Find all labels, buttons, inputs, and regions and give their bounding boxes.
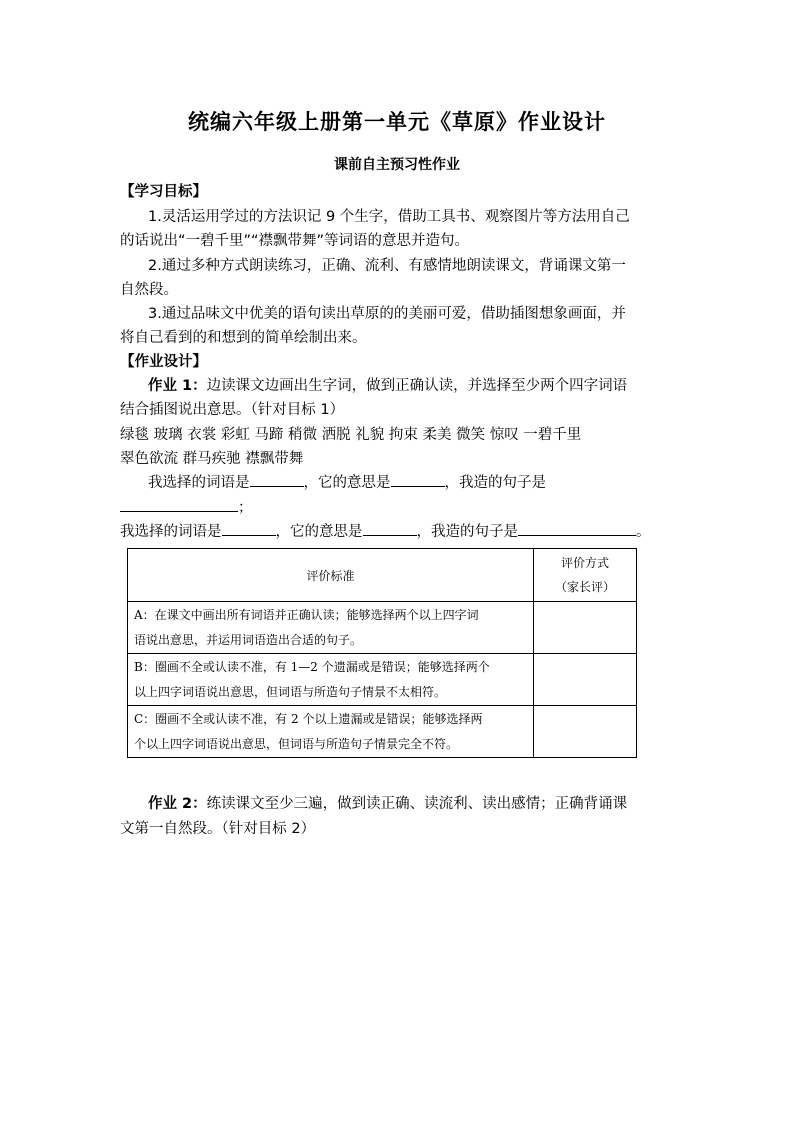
goal-1-line-1: 1.灵活运用学过的方法识记 9 个生字，借助工具书、观察图片等方法用自己: [148, 209, 630, 225]
criteria-c: [128, 706, 534, 758]
homework-1-label: 作业 1：: [148, 378, 207, 394]
table-row: [128, 602, 637, 654]
homework-2-line-1: [148, 792, 708, 813]
homework-2-line-2: 文第一自然段。（针对目标 2）: [120, 821, 316, 837]
goal-3-line-1: 3.通过品味文中优美的语句读出草原的的美丽可爱，借助插图想象画面，并: [148, 306, 626, 322]
design-heading: 【作业设计】: [120, 354, 207, 370]
criteria-a-line-2: 语说出意思，并运用词语造出合适的句子。: [134, 632, 363, 647]
fill-1-word-blank[interactable]: [250, 472, 304, 487]
criteria-a-line-1: A：在课文中画出所有词语并正确认读；能够选择两个以上四字词: [134, 607, 479, 622]
criteria-a: [128, 602, 534, 654]
header-method: [534, 549, 637, 602]
word-list-line-1: 绿毯 玻璃 衣裳 彩虹 马蹄 稍微 洒脱 礼貌 拘束 柔美 微笑 惊叹 一碧千里: [120, 427, 582, 443]
fill-1-sentence-blank[interactable]: [120, 497, 238, 512]
criteria-c-line-2: 个以上四字词语说出意思，但词语与所造句子情景完全不符。: [134, 736, 459, 751]
fill-2-sentence-blank[interactable]: [518, 521, 636, 536]
header-method-line-1: 评价方式: [560, 556, 609, 570]
homework-2-text-1: 练读课文至少三遍，做到读正确、读流利、读出感情；正确背诵课: [206, 796, 628, 812]
word-list-line-2: 翠色欲流 群马疾驰 襟飘带舞: [120, 451, 304, 467]
document-title: 统编六年级上册第一单元《草原》作业设计: [188, 110, 606, 134]
fill-2-prompt-word: 我选择的词语是: [120, 524, 222, 540]
goal-1-line-2: 的话说出“一碧千里”“襟飘带舞”等词语的意思并造句。: [120, 233, 470, 249]
fill-sentence-1: [148, 471, 708, 492]
table-row: [128, 654, 637, 706]
table-row: [128, 706, 637, 758]
criteria-b-line-1: B：圈画不全或认读不准，有 1—2 个遗漏或是错误；能够选择两个: [134, 659, 490, 674]
homework-2-label: 作业 2：: [148, 796, 207, 812]
fill-1-prompt-sentence: ，我造的句子是: [444, 475, 546, 491]
score-cell-c[interactable]: [534, 706, 637, 758]
goal-2-line-2: 自然段。: [120, 282, 178, 298]
fill-2-word-blank[interactable]: [222, 521, 276, 536]
criteria-b: [128, 654, 534, 706]
goal-3-line-2: 将自己看到的和想到的简单绘制出来。: [120, 330, 367, 346]
criteria-c-line-1: C：圈画不全或认读不准，有 2 个以上遗漏或是错误；能够选择两: [134, 711, 483, 726]
fill-sentence-1-cont: [120, 496, 680, 517]
fill-2-end-punct: 。: [636, 524, 651, 540]
evaluation-table: [127, 548, 637, 758]
header-criteria: 评价标准: [128, 549, 534, 602]
goal-2-line-1: 2.通过多种方式朗读练习，正确、流利、有感情地朗读课文，背诵课文第一: [148, 258, 626, 274]
goals-heading: 【学习目标】: [120, 184, 207, 200]
fill-2-prompt-meaning: ，它的意思是: [275, 524, 363, 540]
header-method-line-2: （家长评）: [554, 580, 615, 594]
fill-2-prompt-sentence: ，我造的句子是: [416, 524, 518, 540]
criteria-b-line-2: 以上四字词语说出意思，但词语与所造句子情景不太相符。: [134, 684, 447, 699]
fill-sentence-2: [120, 520, 680, 541]
homework-1-text-1: 边读课文边画出生字词，做到正确认读，并选择至少两个四字词语: [206, 378, 628, 394]
fill-2-meaning-blank[interactable]: [363, 521, 417, 536]
section-subtitle: 课前自主预习性作业: [334, 157, 460, 173]
score-cell-b[interactable]: [534, 654, 637, 706]
score-cell-a[interactable]: [534, 602, 637, 654]
fill-1-prompt-word: 我选择的词语是: [148, 475, 250, 491]
fill-1-prompt-meaning: ，它的意思是: [303, 475, 391, 491]
homework-1-line-2: 结合插图说出意思。（针对目标 1）: [120, 402, 345, 418]
fill-1-end-punct: ；: [238, 500, 253, 516]
table-header-row: [128, 549, 637, 602]
homework-1-line-1: [148, 374, 708, 395]
fill-1-meaning-blank[interactable]: [391, 472, 445, 487]
